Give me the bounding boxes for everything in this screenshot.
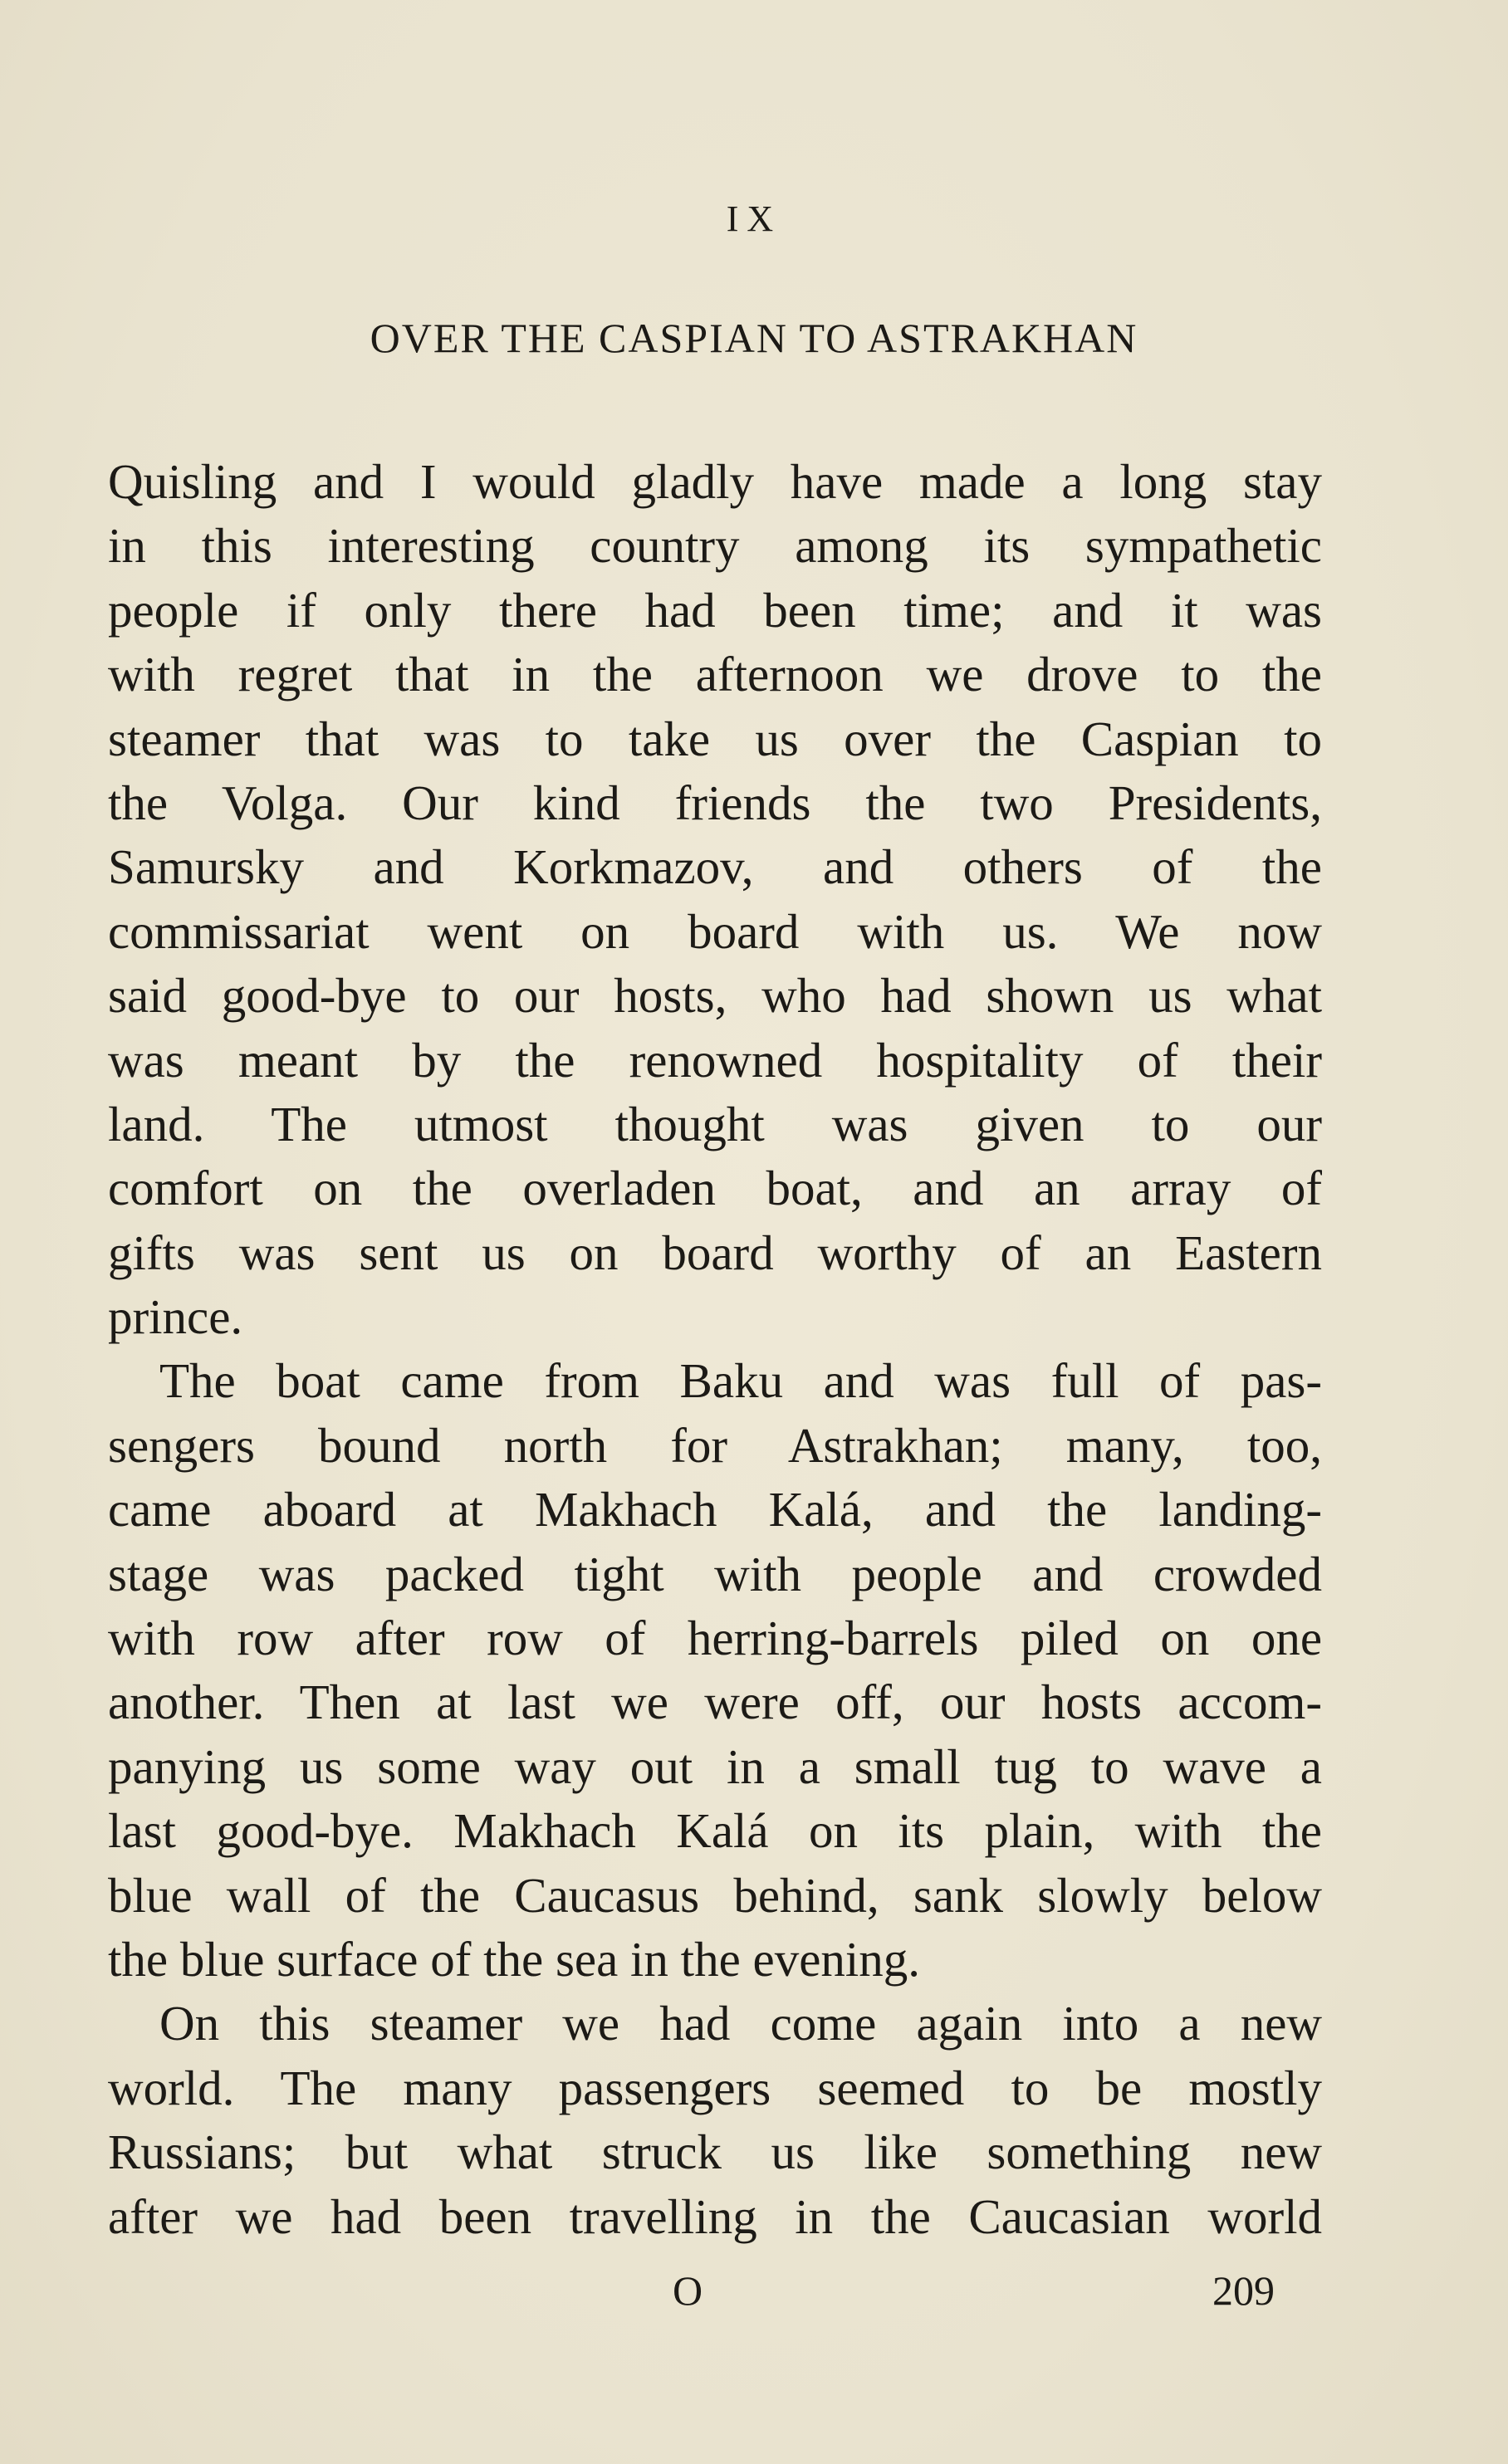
text-line: commissariat went on board with us. We now <box>108 903 1322 959</box>
text-line: people if only there had been time; and it was <box>108 582 1322 638</box>
text-line: with regret that in the afternoon we drove to the <box>108 647 1322 702</box>
text-line: Samursky and Korkmazov, and others of the <box>108 839 1322 895</box>
text-line: in this interesting country among its sympathetic <box>108 518 1322 574</box>
text-line: after we had been travelling in the Caucasian world <box>108 2188 1322 2244</box>
body-text <box>108 450 1322 2249</box>
text-line: said good-bye to our hosts, who had shown us what <box>108 968 1322 1024</box>
text-line: On this steamer we had come again into a new <box>159 1996 1322 2051</box>
text-line: panying us some way out in a small tug to wave a <box>108 1738 1322 1794</box>
text-line: gifts was sent us on board worthy of an Eastern <box>108 1225 1322 1280</box>
text-line: steamer that was to take us over the Caspian to <box>108 711 1322 766</box>
text-line: The boat came from Baku and was full of pas- <box>159 1353 1322 1409</box>
text-line: Russians; but what struck us like something new <box>108 2124 1322 2180</box>
chapter-title: OVER THE CASPIAN TO ASTRAKHAN <box>370 315 1138 361</box>
text-line: blue wall of the Caucasus behind, sank slowly below <box>108 1867 1322 1923</box>
text-line: prince. <box>108 1289 243 1345</box>
text-line: sengers bound north for Astrakhan; many, too, <box>108 1417 1322 1473</box>
chapter-number: IX <box>726 198 782 239</box>
text-line: the blue surface of the sea in the evening. <box>108 1931 921 1987</box>
text-line: with row after row of herring-barrels piled on one <box>108 1611 1322 1666</box>
text-line: stage was packed tight with people and crowded <box>108 1546 1322 1601</box>
signature-mark: O <box>673 2267 703 2314</box>
page-number: 209 <box>1212 2267 1275 2314</box>
text-line: comfort on the overladen boat, and an array of <box>108 1161 1322 1216</box>
text-line: Quisling and I would gladly have made a long stay <box>108 454 1322 509</box>
text-line: another. Then at last we were off, our hosts accom- <box>108 1674 1322 1730</box>
text-line: land. The utmost thought was given to our <box>108 1096 1322 1151</box>
text-line: was meant by the renowned hospitality of their <box>108 1032 1322 1088</box>
text-line: came aboard at Makhach Kalá, and the landing- <box>108 1482 1322 1538</box>
text-line: world. The many passengers seemed to be mostly <box>108 2060 1322 2115</box>
text-line: the Volga. Our kind friends the two Presidents, <box>108 775 1322 830</box>
text-line: last good-bye. Makhach Kalá on its plain, with the <box>108 1803 1322 1859</box>
